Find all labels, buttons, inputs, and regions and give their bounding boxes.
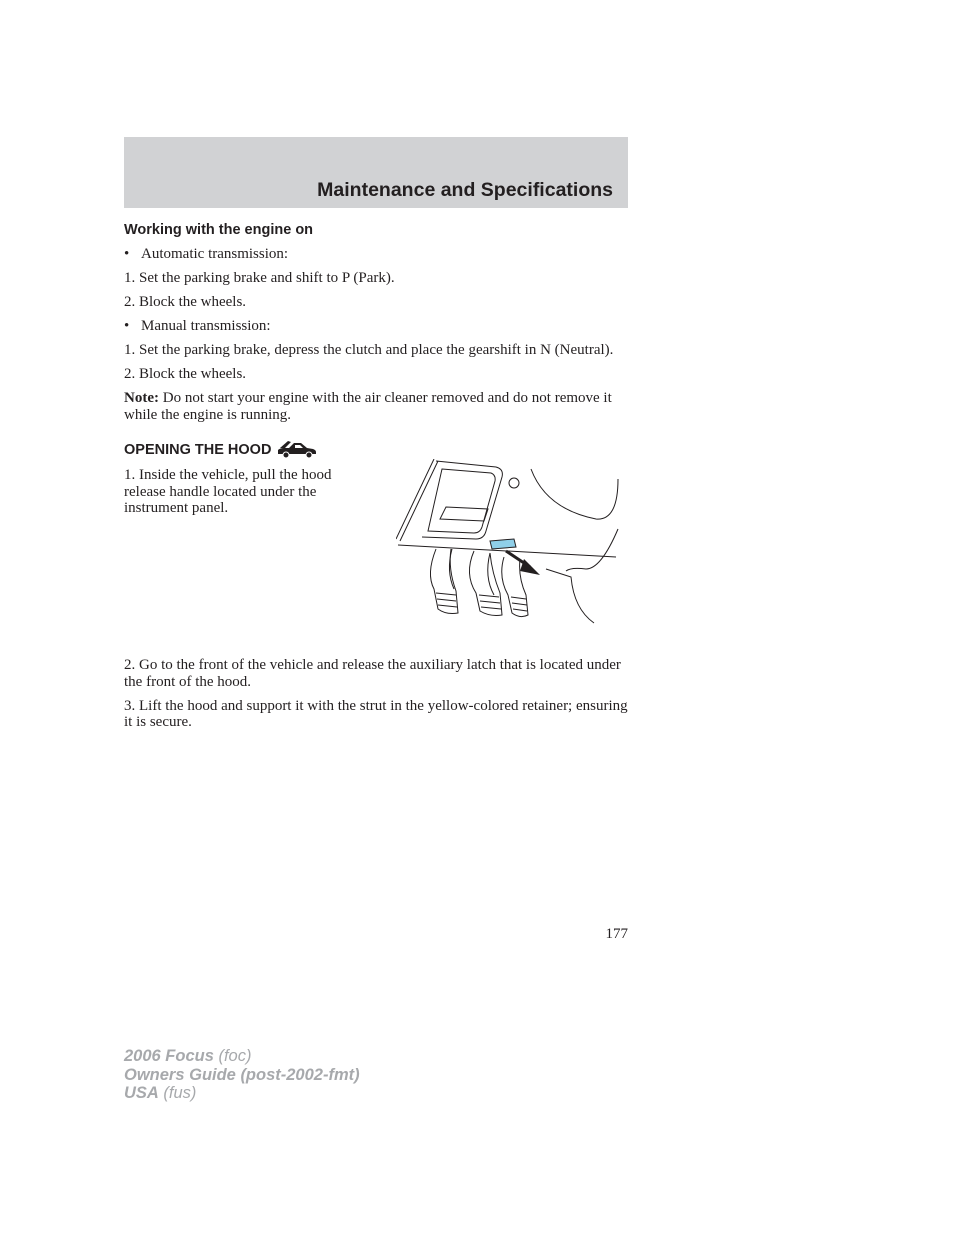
footer-market: USA xyxy=(124,1084,159,1102)
footer-line-1 xyxy=(124,1047,360,1066)
footer-model-code: (foc) xyxy=(213,1047,252,1065)
hood-steps-continued xyxy=(124,657,628,738)
bullet-text: Automatic transmission: xyxy=(141,246,289,262)
document-footer xyxy=(124,1047,360,1103)
bullet-manual xyxy=(124,318,628,335)
hood-step-with-figure xyxy=(124,467,628,657)
note-label: Note: xyxy=(124,390,159,406)
bullet-icon: • xyxy=(124,318,130,334)
footer-line-3 xyxy=(124,1084,360,1103)
auto-step-2: 2. Block the wheels. xyxy=(124,294,247,310)
bullet-text: Manual transmission: xyxy=(141,318,271,334)
footer-market-code: (fus) xyxy=(158,1084,197,1102)
manual-step-2: 2. Block the wheels. xyxy=(124,366,247,382)
note-text: Do not start your engine with the air cleaner removed and do not remove it while the engine is running. xyxy=(124,390,612,423)
hood-step-3: 3. Lift the hood and support it with the strut in the yellow-colored retainer; ensuring it is secure. xyxy=(124,697,628,730)
car-hood-open-icon xyxy=(275,439,319,461)
hood-release-handle-illustration xyxy=(396,459,626,629)
subheading-engine-on: Working with the engine on xyxy=(124,222,314,238)
footer-line-2 xyxy=(124,1066,360,1085)
manual-step-1: 1. Set the parking brake, depress the clutch and place the gearshift in N (Neutral). xyxy=(124,342,614,358)
main-content xyxy=(124,221,628,657)
section-title: Maintenance and Specifications xyxy=(317,179,613,201)
note xyxy=(124,390,628,423)
page-number: 177 xyxy=(605,926,628,942)
section-heading-hood xyxy=(124,439,628,461)
bullet-icon: • xyxy=(124,246,130,262)
hood-step-2: 2. Go to the front of the vehicle and release the auxiliary latch that is located under the front of the hood. xyxy=(124,657,621,690)
hood-step-1: 1. Inside the vehicle, pull the hood release handle located under the instrument panel. xyxy=(124,467,332,516)
footer-model: 2006 Focus xyxy=(124,1047,214,1065)
bullet-automatic xyxy=(124,246,628,263)
footer-guide: Owners Guide (post-2002-fmt) xyxy=(124,1065,360,1084)
hood-heading-text: OPENING THE HOOD xyxy=(124,442,272,458)
auto-step-1: 1. Set the parking brake and shift to P (Park). xyxy=(124,270,395,286)
section-header-band xyxy=(124,137,628,208)
